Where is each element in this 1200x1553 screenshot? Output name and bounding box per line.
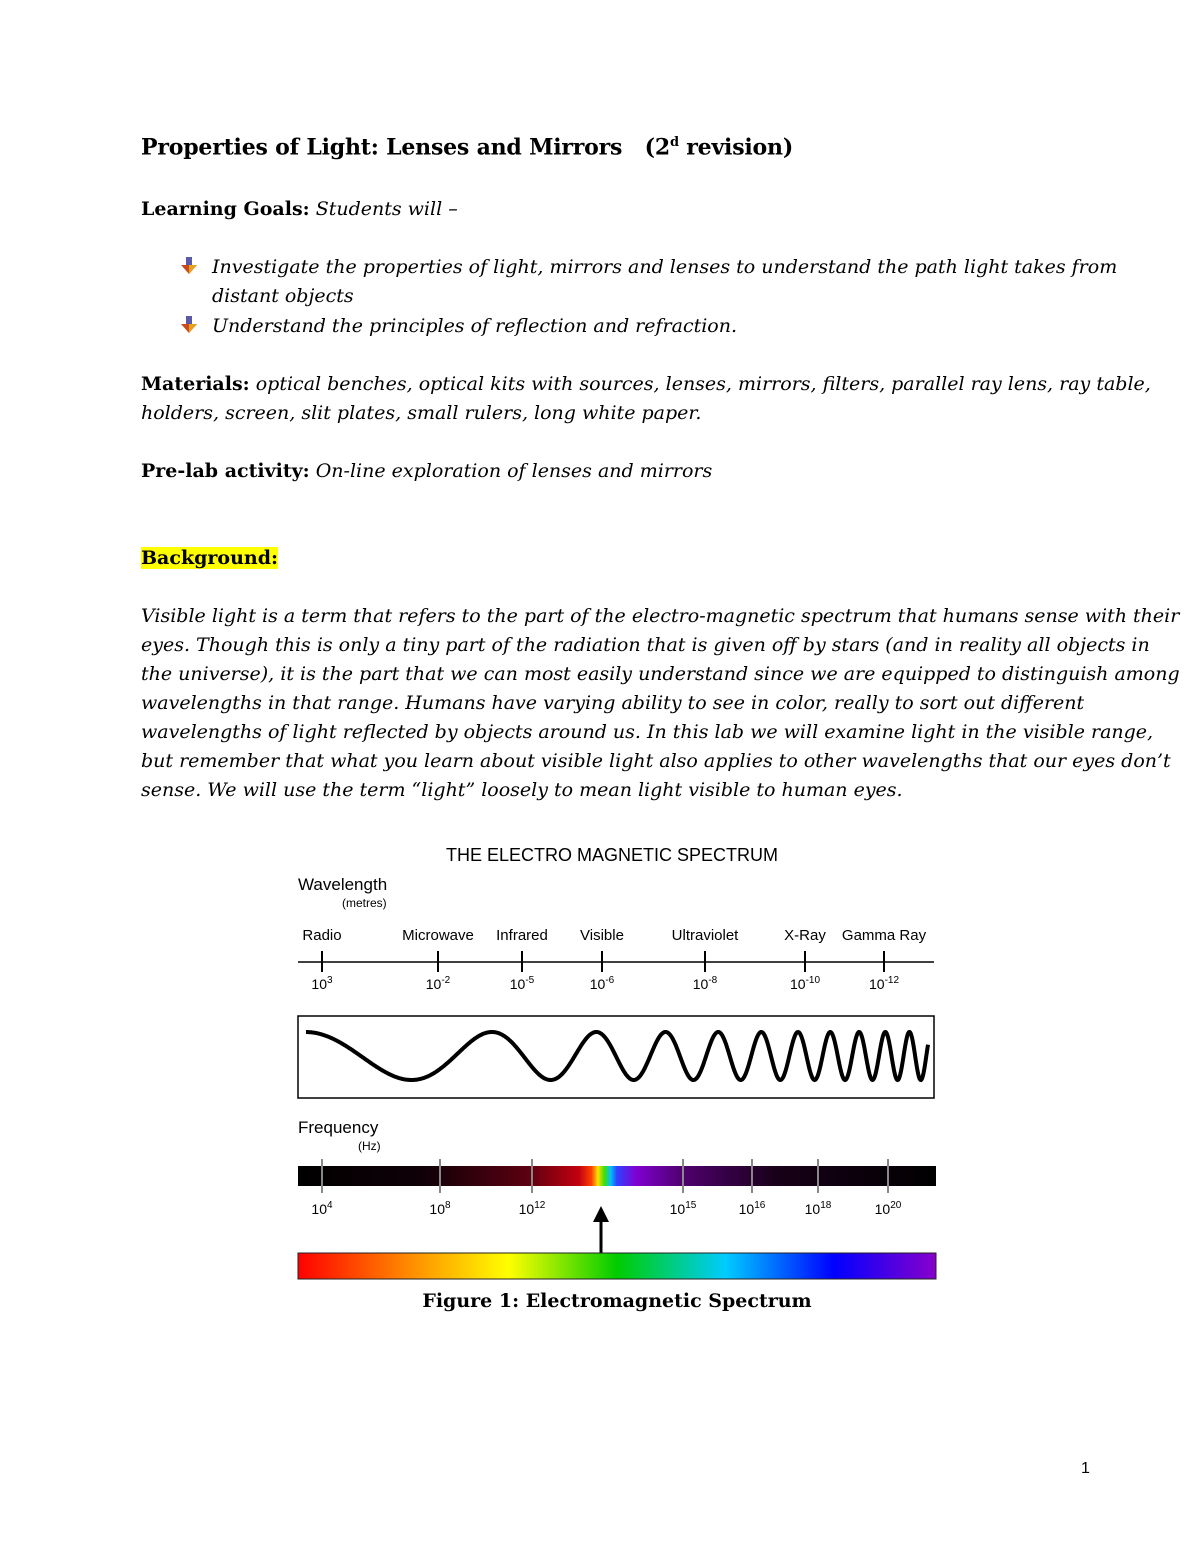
figure-caption: Figure 1: Electromagnetic Spectrum — [422, 1290, 812, 1312]
paragraph-line: but remember that what you learn about visible light also applies to other wavelengths that our eyes don’t — [141, 750, 1171, 772]
frequency-value: $10^{18}$ — [804, 1200, 832, 1217]
band-label: Radio — [302, 927, 342, 944]
frequency-label: Frequency — [298, 1118, 379, 1137]
band-label: Ultraviolet — [671, 927, 739, 944]
prelab-activity: Pre-lab activity: On-line exploration of lenses and mirrors — [141, 460, 713, 482]
band-label: Microwave — [402, 927, 474, 944]
page-number: 1 — [1081, 1460, 1090, 1477]
paragraph-line: the universe), it is the part that we can most easily understand since we are equipped to distinguish among — [141, 663, 1180, 685]
visible-spectrum-band — [298, 1253, 936, 1279]
wavelength-value: $10^{-12}$ — [868, 975, 900, 992]
wavelength-value: $10^{-5}$ — [509, 975, 535, 992]
paragraph-line: wavelengths in that range. Humans have varying ability to see in color, really to sort out different — [141, 692, 1085, 714]
band-label: Visible — [580, 927, 624, 944]
paragraph-line: sense. We will use the term “light” loosely to mean light visible to human eyes. — [141, 779, 903, 801]
paragraph-line: eyes. Though this is only a tiny part of the radiation that is given off by stars (and in reality all objects in — [141, 634, 1150, 656]
paragraph-line: Visible light is a term that refers to the part of the electro-magnetic spectrum that humans sense with their — [141, 605, 1180, 627]
frequency-value: $10^8$ — [429, 1200, 451, 1217]
wavelength-value: $10^{-10}$ — [789, 975, 821, 992]
wavelength-value: $10^{-6}$ — [589, 975, 615, 992]
materials: Materials: optical benches, optical kits with sources, lenses, mirrors, filters, parallel ray lens, ray table, — [141, 373, 1151, 395]
wavelength-unit: (metres) — [342, 896, 387, 910]
frequency-values — [311, 1200, 901, 1217]
band-label: X-Ray — [784, 927, 826, 944]
wavelength-value: $10^{-8}$ — [692, 975, 718, 992]
pointer-arrow-icon — [593, 1206, 609, 1222]
frequency-value: $10^{12}$ — [518, 1200, 546, 1217]
band-label: Gamma Ray — [841, 927, 927, 944]
materials-line-2: holders, screen, slit plates, small rulers, long white paper. — [141, 402, 702, 424]
band-labels — [302, 927, 926, 944]
document-page: Properties of Light: Lenses and Mirrors (2$^d$ revision) Learning Goals: Students will – Investigate the properties of light, mirrors and lenses to understand the path light takes from distant objects Understand the principles of reflection and refraction. Materials: optical benches, optical kits with sources, lenses, mirrors, filters, parallel ray lens, ray table, holders, screen, slit plates, small rulers, long white paper. Pre-lab activity: On-line exploration of lenses and mirrors Background: Visible light is a term that refers to the part of the electro-magnetic spectrum that humans sense with their eyes. Though this is only a tiny part of the radiation that is given off by stars (and in reality all objects in the universe), it is the part that we can most easily understand since we are equipped to distinguish among wavelengths in that range. Humans have varying ability to see in color, really to sort out different wavelengths of light reflected by objects around us. In this lab we will examine light in the visible range, but remember that what you learn about visible light also applies to other wavelengths that our eyes don’t sense. We will use the term “light” loosely to mean light visible to human eyes. THE ELECTRO MAGNETIC SPECTRUM Wavelength (metres) Radio Microwave Infrared Visible Ultraviolet X-Ray Gamma Ray $10^3$ $10^{-2}$ $10^{-5}$ $10^{-6}$ $10^{-8}$ $10^{-10}$ $10^{-12}$ Frequency (Hz) $10^4$ $10^8$ $10^{12}$ $10^{15}$ $10^{16}$ $10^{18}$ $10^{20}$ Figure 1: Electromagnetic Spectrum 1 — [0, 0, 1200, 1553]
band-label: Infrared — [496, 927, 548, 944]
frequency-value: $10^{20}$ — [874, 1200, 902, 1217]
paragraph-line: wavelengths of light reflected by objects around us. In this lab we will examine light in the visible range, — [141, 721, 1154, 743]
learning-goals: Learning Goals: Students will – — [141, 198, 458, 220]
wavelength-value: $10^3$ — [311, 975, 333, 992]
document-title: Properties of Light: Lenses and Mirrors (2$^d$ revision) — [141, 134, 794, 161]
frequency-value: $10^{16}$ — [738, 1200, 766, 1217]
wavelength-value: $10^{-2}$ — [425, 975, 451, 992]
wavelength-label: Wavelength — [298, 875, 388, 894]
background-heading: Background: — [141, 547, 278, 569]
figure-title: THE ELECTRO MAGNETIC SPECTRUM — [445, 845, 779, 865]
wavelength-values — [311, 975, 899, 992]
frequency-unit: (Hz) — [358, 1139, 381, 1153]
frequency-band — [298, 1166, 936, 1186]
frequency-value: $10^4$ — [311, 1200, 333, 1217]
frequency-value: $10^{15}$ — [669, 1200, 697, 1217]
